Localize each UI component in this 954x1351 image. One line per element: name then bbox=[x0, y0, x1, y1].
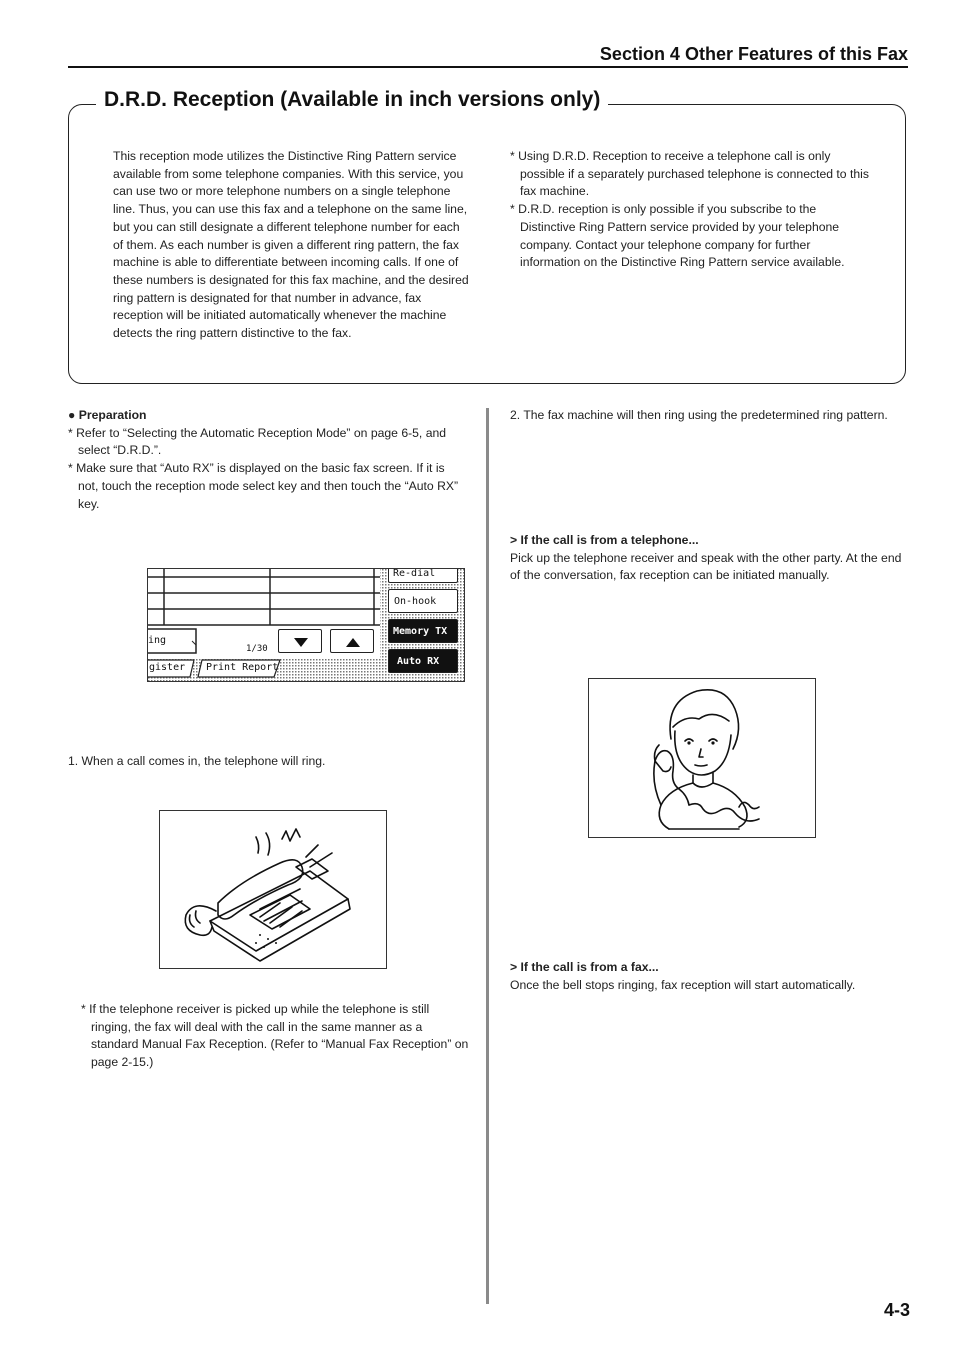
note-item: * D.R.D. reception is only possible if you subscribe to the Distinctive Ring Pattern service provided by your telephone company. Contact your telephone company for further information on the Distinctive Ring Pattern service available. bbox=[510, 202, 845, 270]
preparation-item: * Refer to “Selecting the Automatic Reception Mode” on page 6-5, and select “D.R.D.”. bbox=[68, 425, 447, 458]
onhook-label: On-hook bbox=[394, 596, 437, 607]
fax-call-heading: > If the call is from a fax... bbox=[510, 960, 659, 974]
column-divider bbox=[486, 408, 489, 1304]
page-counter: 1/30 bbox=[246, 644, 268, 654]
preparation-item: * Make sure that “Auto RX” is displayed on the basic fax screen. If it is not, touch the reception mode select key and then touch the “Auto RX” key. bbox=[68, 461, 459, 511]
note-item: * Using D.R.D. Reception to receive a telephone call is only possible if a separately purchased telephone is connected to this fax machine. bbox=[510, 149, 869, 199]
fax-screen-illustration bbox=[147, 568, 465, 682]
step-1-text: 1. When a call comes in, the telephone will ring. bbox=[68, 754, 326, 768]
fax-call-block bbox=[510, 959, 910, 994]
tab-register[interactable]: gister bbox=[149, 662, 186, 673]
telephone-call-text: Pick up the telephone receiver and speak with the other party. At the end of the conversation, fax reception can be initiated manually. bbox=[510, 550, 902, 583]
intro-notes bbox=[510, 148, 872, 272]
person-on-phone-illustration bbox=[588, 678, 816, 838]
scroll-down-button[interactable] bbox=[278, 629, 322, 653]
header-rule bbox=[68, 66, 908, 68]
redial-button[interactable] bbox=[388, 568, 458, 583]
memory-tx-button[interactable] bbox=[388, 619, 458, 643]
auto-rx-label: Auto RX bbox=[397, 656, 440, 667]
memory-tx-label: Memory TX bbox=[393, 626, 448, 637]
auto-rx-button[interactable] bbox=[388, 649, 458, 673]
handset-note: * If the telephone receiver is picked up while the telephone is still ringing, the fax will deal with the call in the same manner as a standard Manual Fax Reception. (Refer to “Manual Fax Reception” on page 2-15.) bbox=[81, 1002, 469, 1070]
preparation-block bbox=[68, 407, 468, 513]
scroll-up-button[interactable] bbox=[330, 629, 374, 653]
fax-call-text: Once the bell stops ringing, fax reception will start automatically. bbox=[510, 977, 856, 992]
tab-print-report[interactable]: Print Report bbox=[206, 662, 279, 673]
step-2-text: 2. The fax machine will then ring using the predetermined ring pattern. bbox=[510, 408, 888, 422]
page-number: 4-3 bbox=[883, 1300, 910, 1320]
down-arrow-icon bbox=[279, 630, 323, 654]
telephone-call-block bbox=[510, 532, 910, 585]
section-header: Section 4 Other Features of this Fax bbox=[599, 44, 908, 64]
frame-title: D.R.D. Reception (Available in inch versions only) bbox=[96, 88, 608, 112]
ringing-telephone-illustration bbox=[159, 810, 387, 969]
person-talking-icon bbox=[589, 679, 815, 837]
onhook-button[interactable] bbox=[388, 589, 458, 613]
telephone-icon bbox=[160, 811, 386, 968]
telephone-call-heading: > If the call is from a telephone... bbox=[510, 533, 699, 547]
up-arrow-icon bbox=[331, 630, 375, 654]
intro-paragraph: This reception mode utilizes the Distinctive Ring Pattern service available from some telephone companies. With this service, you can use two or more telephone numbers on a single telephone line. Thus, you can use this fax and a telephone on the same line, but you can still designate a different telephone number for each of them. As each number is given a different ring pattern, the fax machine is able to differentiate between incoming calls. If one of these numbers is designated for this fax machine, and the desired ring pattern is designated for that number in advance, fax reception will be initiated automatically whenever the machine detects the ring pattern distinctive to the fax. bbox=[113, 149, 469, 341]
preparation-heading: ● Preparation bbox=[68, 408, 147, 422]
redial-label: Re-dial bbox=[393, 568, 436, 579]
screen-left-fragment: ing bbox=[148, 635, 167, 646]
